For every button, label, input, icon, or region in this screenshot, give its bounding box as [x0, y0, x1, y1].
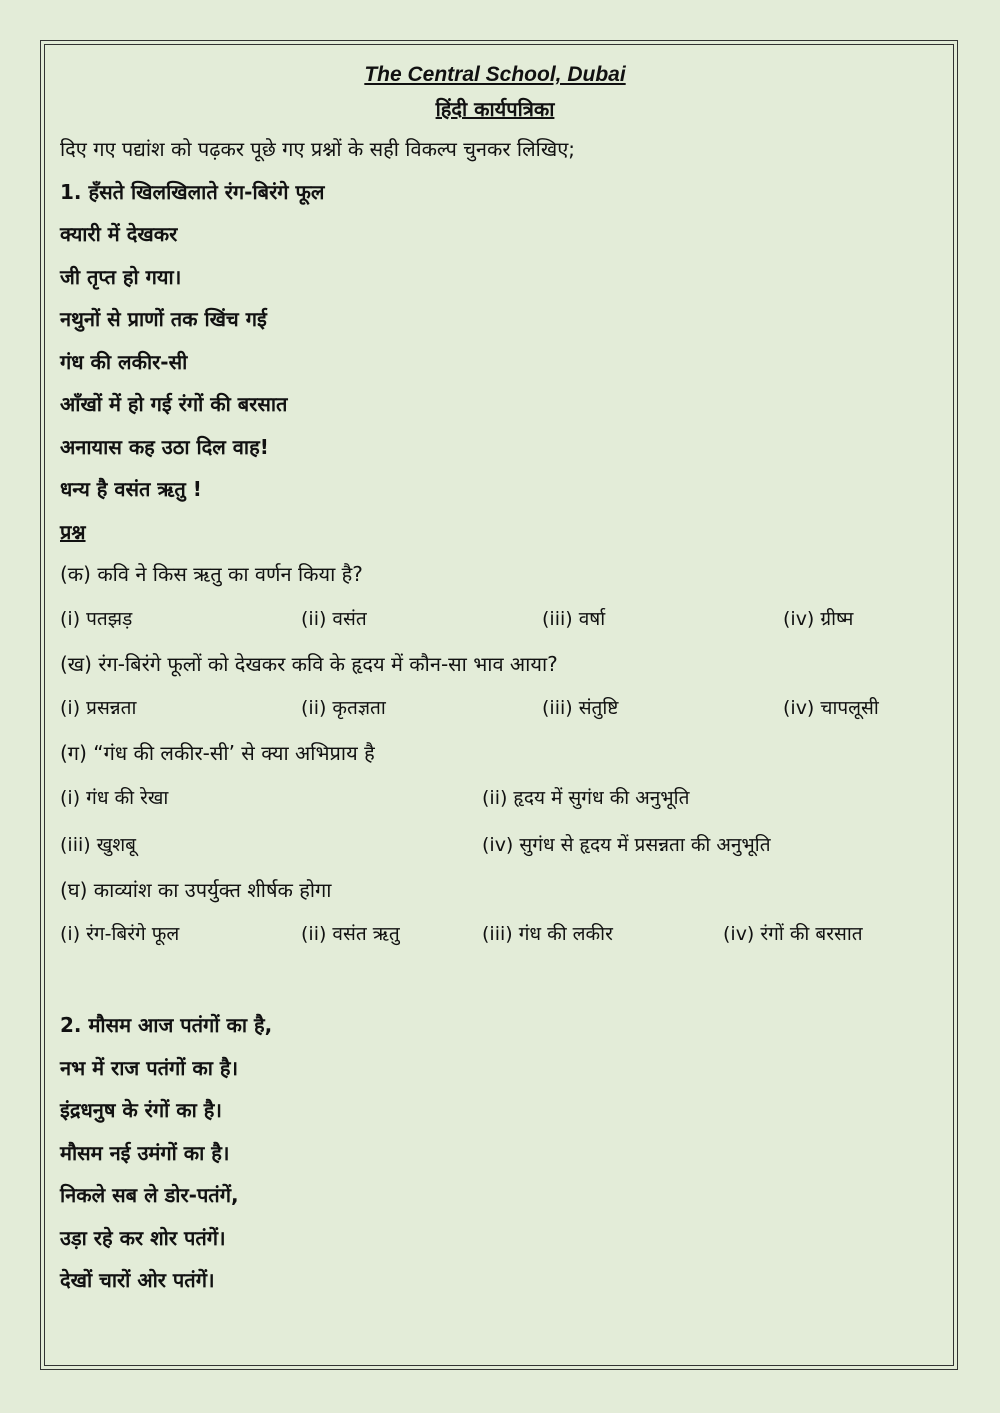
option-row: [60, 822, 930, 869]
option: (iv) ग्रीष्म: [783, 607, 854, 630]
poem-2-line: उड़ा रहे कर शोर पतंगें।: [60, 1225, 226, 1250]
question-text: (ख) रंग-बिरंगे फूलों को देखकर कवि के हृदय में कौन-सा भाव आया?: [60, 651, 558, 676]
instruction: दिए गए पद्यांश को पढ़कर पूछे गए प्रश्नों के सही विकल्प चुनकर लिखिए;: [60, 137, 576, 161]
poem-1-line: अनायास कह उठा दिल वाह!: [60, 434, 269, 459]
poem-1-line: गंध की लकीर-सी: [60, 349, 188, 374]
questions-heading: प्रश्न: [60, 519, 86, 544]
question-text: (घ) काव्यांश का उपर्युक्त शीर्षक होगा: [60, 877, 332, 902]
question-text: (क) कवि ने किस ऋतु का वर्णन किया है?: [60, 562, 363, 586]
poem-2-line: नभ में राज पतंगों का है।: [60, 1055, 239, 1080]
poem-1-line: नथुनों से प्राणों तक खिंच गई: [60, 307, 267, 331]
option: (iii) संतुष्टि: [542, 697, 619, 719]
poem-2: [60, 1004, 930, 1302]
option: (iv) चापलूसी: [783, 697, 879, 719]
option-row: [60, 685, 930, 732]
question-ga: [60, 732, 930, 869]
poem-2-line: देखों चारों ओर पतंगें।: [60, 1268, 215, 1292]
option: (iv) सुगंध से हृदय में प्रसन्नता की अनुभूति: [482, 833, 771, 856]
question-ka: [60, 553, 930, 643]
question-text: (ग) “गंध की लकीर-सी’ से क्या अभिप्राय है: [60, 741, 375, 765]
option: (i) रंग-बिरंगे फूल: [60, 923, 180, 945]
poem-1-line: जी तृप्त हो गया।: [60, 264, 182, 289]
poem-2-line: 2. मौसम आज पतंगों का है,: [60, 1013, 273, 1037]
option-row: [60, 596, 930, 643]
option: (ii) कृतज्ञता: [301, 697, 386, 719]
option: (i) प्रसन्नता: [60, 697, 137, 719]
option: (ii) वसंत: [301, 607, 367, 630]
worksheet-title: हिंदी कार्यपत्रिका: [435, 97, 555, 121]
option: (iv) रंगों की बरसात: [723, 923, 863, 945]
option-row: [60, 911, 930, 958]
poem-2-line: निकले सब ले डोर-पतंगें,: [60, 1183, 239, 1207]
worksheet: [60, 60, 930, 1302]
option: (ii) हृदय में सुगंध की अनुभूति: [482, 786, 690, 809]
option: (iii) गंध की लकीर: [482, 923, 613, 945]
poem-1-line: धन्य है वसंत ऋतु !: [60, 477, 202, 501]
poem-1-line: आँखों में हो गई रंगों की बरसात: [60, 392, 288, 416]
option: (iii) खुशबू: [60, 833, 137, 856]
question-kha: [60, 643, 930, 733]
option: (i) पतझड़: [60, 607, 133, 630]
poem-2-line: मौसम नई उमंगों का है।: [60, 1140, 230, 1165]
question-gha: [60, 869, 930, 959]
option: (ii) वसंत ऋतु: [301, 923, 400, 945]
option: (i) गंध की रेखा: [60, 786, 169, 809]
option-row: [60, 775, 930, 822]
poem-1: [60, 171, 930, 511]
option: (iii) वर्षा: [542, 607, 606, 630]
school-name: The Central School, Dubai: [364, 63, 626, 86]
poem-1-line: क्यारी में देखकर: [60, 222, 178, 246]
poem-1-line: 1. हँसते खिलखिलाते रंग-बिरंगे फूल: [60, 179, 325, 204]
section-gap: [60, 958, 930, 1004]
poem-2-line: इंद्रधनुष के रंगों का है।: [60, 1098, 222, 1122]
